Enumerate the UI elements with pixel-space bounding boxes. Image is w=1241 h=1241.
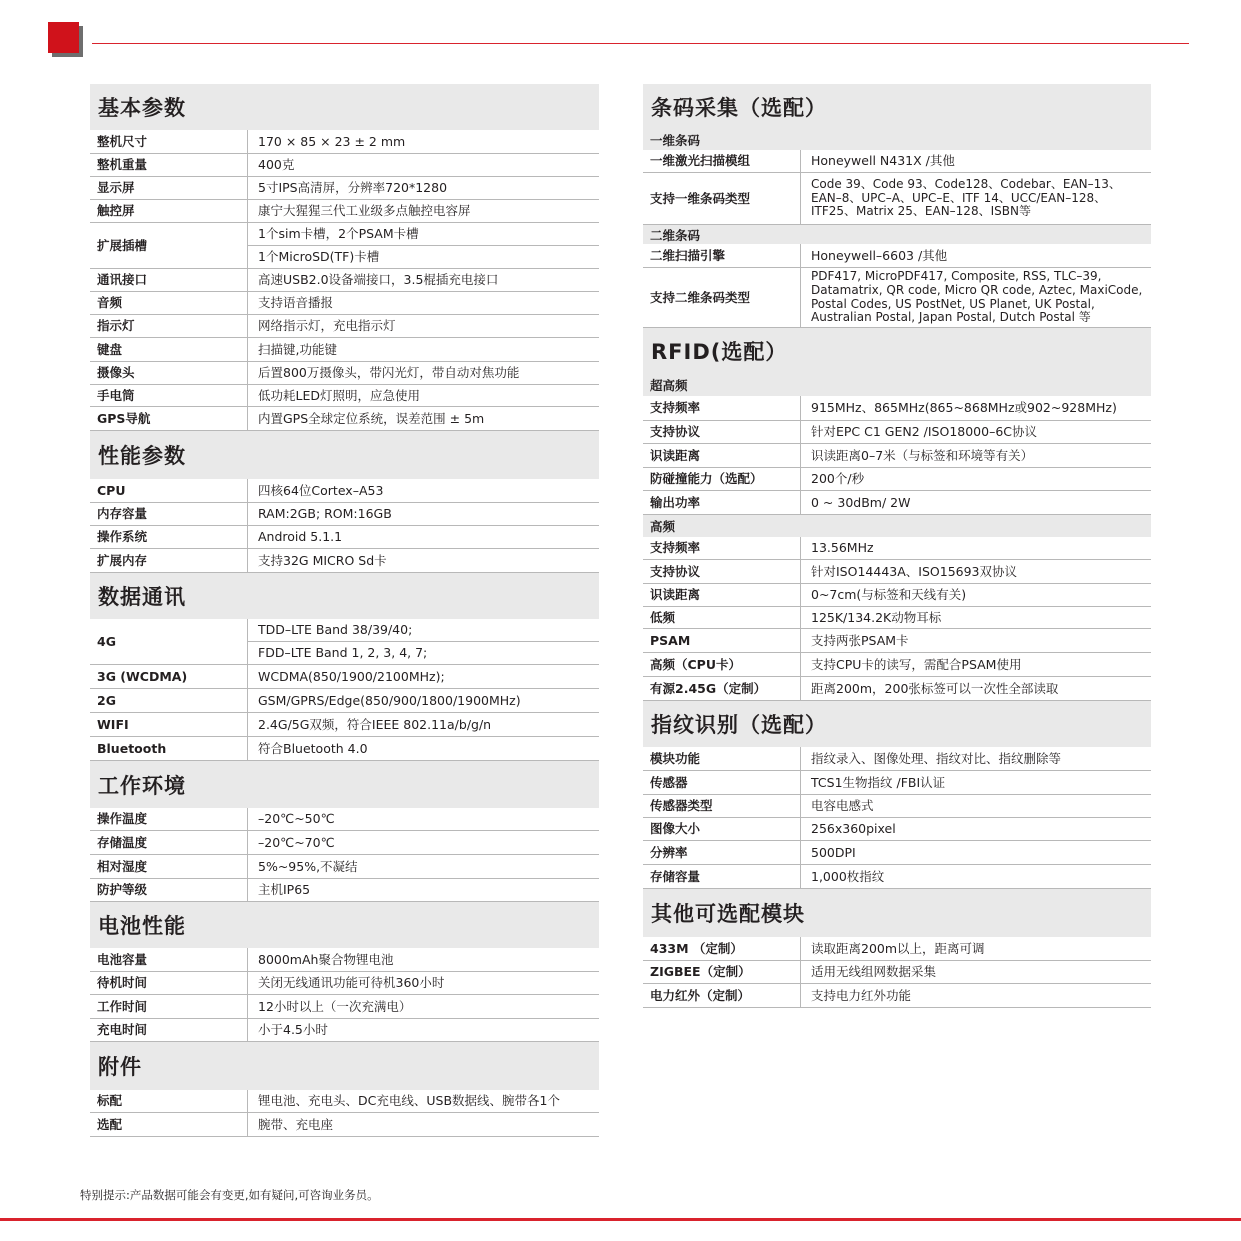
- spec-label: 待机时间: [90, 972, 248, 994]
- spec-values: [248, 407, 599, 430]
- spec-value: 四核64位Cortex–A53: [258, 482, 384, 498]
- spec-row: [643, 468, 1151, 491]
- spec-row: [90, 831, 599, 855]
- spec-label: 整机重量: [90, 154, 248, 176]
- spec-values: [801, 629, 1151, 652]
- spec-value: 200个/秒: [811, 471, 865, 487]
- spec-values: [801, 173, 1151, 224]
- spec-label: 输出功率: [643, 491, 801, 514]
- spec-label: 相对湿度: [90, 855, 248, 878]
- spec-value: 1个MicroSD(TF)卡槽: [248, 245, 599, 268]
- spec-values: [248, 362, 599, 384]
- spec-values: [801, 560, 1151, 583]
- spec-values: [801, 268, 1151, 327]
- spec-value: 后置800万摄像头，带闪光灯，带自动对焦功能: [258, 365, 520, 381]
- spec-value: 支持语音播报: [258, 295, 334, 311]
- spec-section: [643, 328, 1151, 701]
- spec-value: 扫描键,功能键: [258, 341, 337, 357]
- spec-value: 400克: [258, 157, 295, 173]
- section-title: 指纹识别（选配）: [643, 701, 1151, 747]
- spec-values: [248, 292, 599, 314]
- spec-label: 支持协议: [643, 421, 801, 443]
- spec-values: [248, 948, 599, 971]
- spec-value: 网络指示灯，充电指示灯: [258, 318, 396, 334]
- spec-row: [90, 1113, 599, 1137]
- spec-row: [643, 653, 1151, 677]
- spec-value: Android 5.1.1: [258, 529, 343, 545]
- spec-section: [643, 701, 1151, 889]
- spec-row: [90, 619, 599, 665]
- spec-row: [643, 818, 1151, 841]
- spec-values: [248, 689, 599, 712]
- spec-label: 支持一维条码类型: [643, 173, 801, 224]
- spec-value: 锂电池、充电头、DC充电线、USB数据线、腕带各1个: [258, 1093, 560, 1109]
- spec-label: 模块功能: [643, 747, 801, 770]
- spec-row: [643, 421, 1151, 444]
- spec-row: [90, 315, 599, 338]
- spec-label: 支持频率: [643, 537, 801, 559]
- spec-values: [248, 619, 599, 664]
- spec-row: [90, 689, 599, 713]
- spec-section: [90, 84, 599, 431]
- spec-values: [248, 223, 599, 268]
- spec-row: [90, 292, 599, 315]
- spec-value: 500DPI: [811, 844, 856, 860]
- footnote: 特别提示:产品数据可能会有变更,如有疑问,可咨询业务员。: [80, 1188, 379, 1202]
- spec-label: 手电筒: [90, 385, 248, 406]
- spec-row: [90, 130, 599, 154]
- top-rule: [92, 43, 1189, 44]
- spec-label: 标配: [90, 1090, 248, 1112]
- spec-value: 1个sim卡槽，2个PSAM卡槽: [258, 226, 419, 242]
- spec-section: [643, 889, 1151, 1008]
- spec-values: [248, 879, 599, 901]
- spec-label: 有源2.45G（定制）: [643, 677, 801, 700]
- spec-row: [90, 526, 599, 549]
- spec-values: [248, 713, 599, 736]
- spec-row: [90, 855, 599, 879]
- spec-label: 充电时间: [90, 1019, 248, 1041]
- spec-row: [643, 444, 1151, 468]
- sub-section-title: 一维条码: [643, 130, 1151, 150]
- spec-value: Code 39、Code 93、Code128、Codebar、EAN–13、 EAN–8、UPC–A、UPC–E、ITF 14、UCC/EAN–128、 ITF25、Matrix 25、EAN–128、ISBN等: [811, 176, 1121, 219]
- section-title: 数据通讯: [90, 573, 599, 619]
- spec-value: 小于4.5小时: [258, 1022, 328, 1038]
- spec-value: 电容电感式: [811, 798, 874, 814]
- section-title: 性能参数: [90, 431, 599, 479]
- spec-label: 触控屏: [90, 200, 248, 222]
- spec-row: [90, 549, 599, 573]
- spec-values: [801, 841, 1151, 864]
- spec-label: 低频: [643, 607, 801, 628]
- spec-label: 操作系统: [90, 526, 248, 548]
- spec-row: [90, 479, 599, 503]
- spec-values: [248, 503, 599, 525]
- spec-label: 指示灯: [90, 315, 248, 337]
- spec-row: [643, 560, 1151, 584]
- spec-label: 二维扫描引擎: [643, 244, 801, 267]
- spec-values: [801, 747, 1151, 770]
- spec-values: [248, 549, 599, 572]
- spec-label: 摄像头: [90, 362, 248, 384]
- spec-value: 康宁大猩猩三代工业级多点触控电容屏: [258, 203, 471, 219]
- section-title: 其他可选配模块: [643, 889, 1151, 937]
- spec-label: 分辨率: [643, 841, 801, 864]
- spec-value: GSM/GPRS/Edge(850/900/1800/1900MHz): [258, 692, 521, 708]
- spec-values: [248, 154, 599, 176]
- spec-value: 关闭无线通讯功能可待机360小时: [258, 975, 445, 991]
- spec-values: [248, 1113, 599, 1136]
- spec-value: RAM:2GB; ROM:16GB: [258, 506, 392, 522]
- spec-value: 针对EPC C1 GEN2 /ISO18000–6C协议: [811, 424, 1038, 440]
- spec-label: 工作时间: [90, 995, 248, 1018]
- spec-row: [90, 407, 599, 431]
- spec-value: 低功耗LED灯照明，应急使用: [258, 387, 420, 403]
- spec-row: [643, 491, 1151, 515]
- spec-value: 12小时以上（一次充满电）: [258, 998, 412, 1014]
- spec-row: [643, 865, 1151, 889]
- spec-value: 主机IP65: [258, 882, 311, 898]
- section-title: 基本参数: [90, 84, 599, 130]
- spec-label: 支持二维条码类型: [643, 268, 801, 327]
- spec-row: [90, 737, 599, 761]
- spec-value: 8000mAh聚合物锂电池: [258, 951, 394, 967]
- spec-label: 支持频率: [643, 396, 801, 420]
- spec-value: 5寸IPS高清屏，分辨率720*1280: [258, 180, 448, 196]
- spec-label: 存储容量: [643, 865, 801, 888]
- spec-label: 整机尺寸: [90, 130, 248, 153]
- sub-section-title: 超高频: [643, 374, 1151, 396]
- spec-label: ZIGBEE（定制）: [643, 961, 801, 983]
- spec-value: 适用无线组网数据采集: [811, 964, 937, 980]
- spec-values: [248, 972, 599, 994]
- spec-value: 读取距离200m以上，距离可调: [811, 940, 985, 956]
- spec-values: [248, 130, 599, 153]
- spec-row: [90, 338, 599, 362]
- spec-row: [643, 173, 1151, 225]
- spec-label: 电池容量: [90, 948, 248, 971]
- corner-square-decoration: [48, 22, 79, 53]
- spec-value: 支持CPU卡的读写，需配合PSAM使用: [811, 656, 1022, 672]
- bottom-rule: [0, 1218, 1241, 1221]
- spec-row: [643, 795, 1151, 818]
- spec-row: [643, 937, 1151, 961]
- spec-row: [643, 747, 1151, 771]
- spec-row: [643, 629, 1151, 653]
- spec-value: Honeywell–6603 /其他: [811, 247, 948, 263]
- spec-value: 0~7cm(与标签和天线有关): [811, 587, 967, 603]
- spec-value: PDF417, MicroPDF417, Composite, RSS, TLC–39, Datamatrix, QR code, Micro QR code, Aztec, MaxiCode, Postal Codes, US PostNet, US Planet, UK Postal, Australian Postal, Japan Postal, Dutch Postal 等: [811, 268, 1143, 325]
- section-title: 附件: [90, 1042, 599, 1090]
- spec-values: [248, 808, 599, 830]
- spec-label: 通讯接口: [90, 269, 248, 291]
- spec-label: 防碰撞能力（选配）: [643, 468, 801, 490]
- spec-label: PSAM: [643, 629, 801, 652]
- spec-row: [643, 396, 1151, 421]
- spec-row: [90, 713, 599, 737]
- spec-values: [801, 937, 1151, 960]
- spec-values: [248, 479, 599, 502]
- spec-values: [248, 315, 599, 337]
- spec-label: GPS导航: [90, 407, 248, 430]
- spec-value: 指纹录入、图像处理、指纹对比、指纹删除等: [811, 750, 1062, 766]
- spec-values: [801, 444, 1151, 467]
- section-title: 条码采集（选配）: [643, 84, 1151, 130]
- spec-label: 高频（CPU卡）: [643, 653, 801, 676]
- spec-values: [248, 200, 599, 222]
- spec-section: [90, 1042, 599, 1137]
- spec-row: [90, 879, 599, 902]
- spec-values: [801, 537, 1151, 559]
- spec-label: 显示屏: [90, 177, 248, 199]
- spec-values: [801, 607, 1151, 628]
- spec-value: 针对ISO14443A、ISO15693双协议: [811, 563, 1018, 579]
- spec-label: Bluetooth: [90, 737, 248, 760]
- spec-row: [90, 154, 599, 177]
- spec-value: 915MHz、865MHz(865~868MHz或902~928MHz): [811, 400, 1117, 416]
- spec-value: 0 ~ 30dBm/ 2W: [811, 494, 911, 510]
- spec-values: [248, 831, 599, 854]
- spec-label: 传感器类型: [643, 795, 801, 817]
- spec-values: [801, 677, 1151, 700]
- spec-label: 识读距离: [643, 584, 801, 606]
- spec-values: [801, 421, 1151, 443]
- spec-row: [90, 808, 599, 831]
- spec-value: TCS1生物指纹 /FBI认证: [811, 774, 946, 790]
- spec-label: 433M （定制）: [643, 937, 801, 960]
- spec-value: –20℃~70℃: [258, 834, 335, 850]
- spec-value: 支持电力红外功能: [811, 987, 912, 1003]
- spec-values: [248, 855, 599, 878]
- spec-row: [90, 177, 599, 200]
- spec-row: [90, 1019, 599, 1042]
- spec-row: [643, 584, 1151, 607]
- spec-value: 2.4G/5G双频，符合IEEE 802.11a/b/g/n: [258, 716, 492, 732]
- spec-values: [248, 338, 599, 361]
- spec-section: [90, 573, 599, 761]
- section-title: RFID(选配）: [643, 328, 1151, 374]
- section-title: 工作环境: [90, 761, 599, 808]
- spec-values: [801, 865, 1151, 888]
- spec-values: [801, 795, 1151, 817]
- spec-label: 扩展插槽: [90, 223, 248, 268]
- spec-values: [801, 771, 1151, 794]
- spec-values: [801, 984, 1151, 1007]
- spec-row: [643, 607, 1151, 629]
- spec-label: 识读距离: [643, 444, 801, 467]
- spec-values: [801, 653, 1151, 676]
- spec-row: [643, 771, 1151, 795]
- spec-values: [248, 995, 599, 1018]
- spec-value: 符合Bluetooth 4.0: [258, 740, 368, 756]
- spec-row: [90, 385, 599, 407]
- spec-label: 3G (WCDMA): [90, 665, 248, 688]
- spec-label: 键盘: [90, 338, 248, 361]
- spec-value: 支持32G MICRO Sd卡: [258, 552, 387, 568]
- sub-section-title: 高频: [643, 515, 1151, 537]
- spec-label: 选配: [90, 1113, 248, 1136]
- spec-row: [90, 665, 599, 689]
- spec-values: [801, 468, 1151, 490]
- spec-label: 支持协议: [643, 560, 801, 583]
- spec-row: [90, 995, 599, 1019]
- section-title: 电池性能: [90, 902, 599, 948]
- spec-label: 操作温度: [90, 808, 248, 830]
- left-column: [90, 84, 599, 1137]
- spec-label: 音频: [90, 292, 248, 314]
- spec-section: [90, 431, 599, 573]
- spec-value: 13.56MHz: [811, 540, 874, 556]
- spec-section: [90, 902, 599, 1042]
- spec-values: [801, 818, 1151, 840]
- spec-row: [90, 362, 599, 385]
- spec-row: [643, 150, 1151, 173]
- spec-values: [248, 1090, 599, 1112]
- spec-row: [643, 841, 1151, 865]
- spec-value: 170 × 85 × 23 ± 2 mm: [258, 133, 406, 149]
- spec-row: [90, 1090, 599, 1113]
- spec-values: [801, 150, 1151, 172]
- spec-value: 125K/134.2K动物耳标: [811, 609, 942, 625]
- spec-section: [90, 761, 599, 902]
- spec-label: 2G: [90, 689, 248, 712]
- spec-value: Honeywell N431X /其他: [811, 153, 955, 169]
- spec-row: [643, 537, 1151, 560]
- spec-label: 存储温度: [90, 831, 248, 854]
- spec-values: [801, 396, 1151, 420]
- spec-label: CPU: [90, 479, 248, 502]
- spec-values: [248, 665, 599, 688]
- spec-value: 识读距离0–7米（与标签和环境等有关）: [811, 447, 1034, 463]
- spec-row: [643, 268, 1151, 328]
- spec-value: TDD–LTE Band 38/39/40;: [258, 622, 413, 638]
- spec-row: [90, 223, 599, 269]
- spec-row: [90, 972, 599, 995]
- spec-value: –20℃~50℃: [258, 811, 335, 827]
- spec-values: [248, 526, 599, 548]
- right-column: [643, 84, 1151, 1008]
- spec-label: 图像大小: [643, 818, 801, 840]
- spec-values: [248, 177, 599, 199]
- spec-row: [90, 269, 599, 292]
- spec-value: 腕带、充电座: [258, 1116, 334, 1132]
- spec-row: [643, 244, 1151, 268]
- spec-label: 防护等级: [90, 879, 248, 901]
- spec-label: 电力红外（定制）: [643, 984, 801, 1007]
- spec-values: [801, 244, 1151, 267]
- spec-values: [801, 584, 1151, 606]
- spec-value: 支持两张PSAM卡: [811, 632, 909, 648]
- spec-value: 1,000枚指纹: [811, 868, 885, 884]
- spec-values: [248, 385, 599, 406]
- spec-values: [801, 961, 1151, 983]
- spec-label: 4G: [90, 619, 248, 664]
- spec-label: WIFI: [90, 713, 248, 736]
- sub-section-title: 二维条码: [643, 225, 1151, 244]
- spec-section: [643, 84, 1151, 328]
- spec-label: 内存容量: [90, 503, 248, 525]
- spec-row: [90, 200, 599, 223]
- spec-row: [643, 984, 1151, 1008]
- spec-row: [90, 948, 599, 972]
- spec-value: 256x360pixel: [811, 821, 896, 837]
- spec-value: 距离200m，200张标签可以一次性全部读取: [811, 680, 1059, 696]
- spec-value: 高速USB2.0设备端接口，3.5棍插充电接口: [258, 272, 499, 288]
- spec-value: 内置GPS全球定位系统，误差范围 ± 5m: [258, 410, 485, 426]
- spec-value: FDD–LTE Band 1, 2, 3, 4, 7;: [248, 641, 599, 664]
- spec-label: 传感器: [643, 771, 801, 794]
- spec-value: WCDMA(850/1900/2100MHz);: [258, 668, 445, 684]
- spec-row: [643, 677, 1151, 701]
- spec-values: [801, 491, 1151, 514]
- spec-values: [248, 1019, 599, 1041]
- spec-row: [643, 961, 1151, 984]
- spec-label: 一维激光扫描模组: [643, 150, 801, 172]
- spec-row: [90, 503, 599, 526]
- spec-values: [248, 269, 599, 291]
- spec-value: 5%~95%,不凝结: [258, 858, 358, 874]
- spec-values: [248, 737, 599, 760]
- spec-label: 扩展内存: [90, 549, 248, 572]
